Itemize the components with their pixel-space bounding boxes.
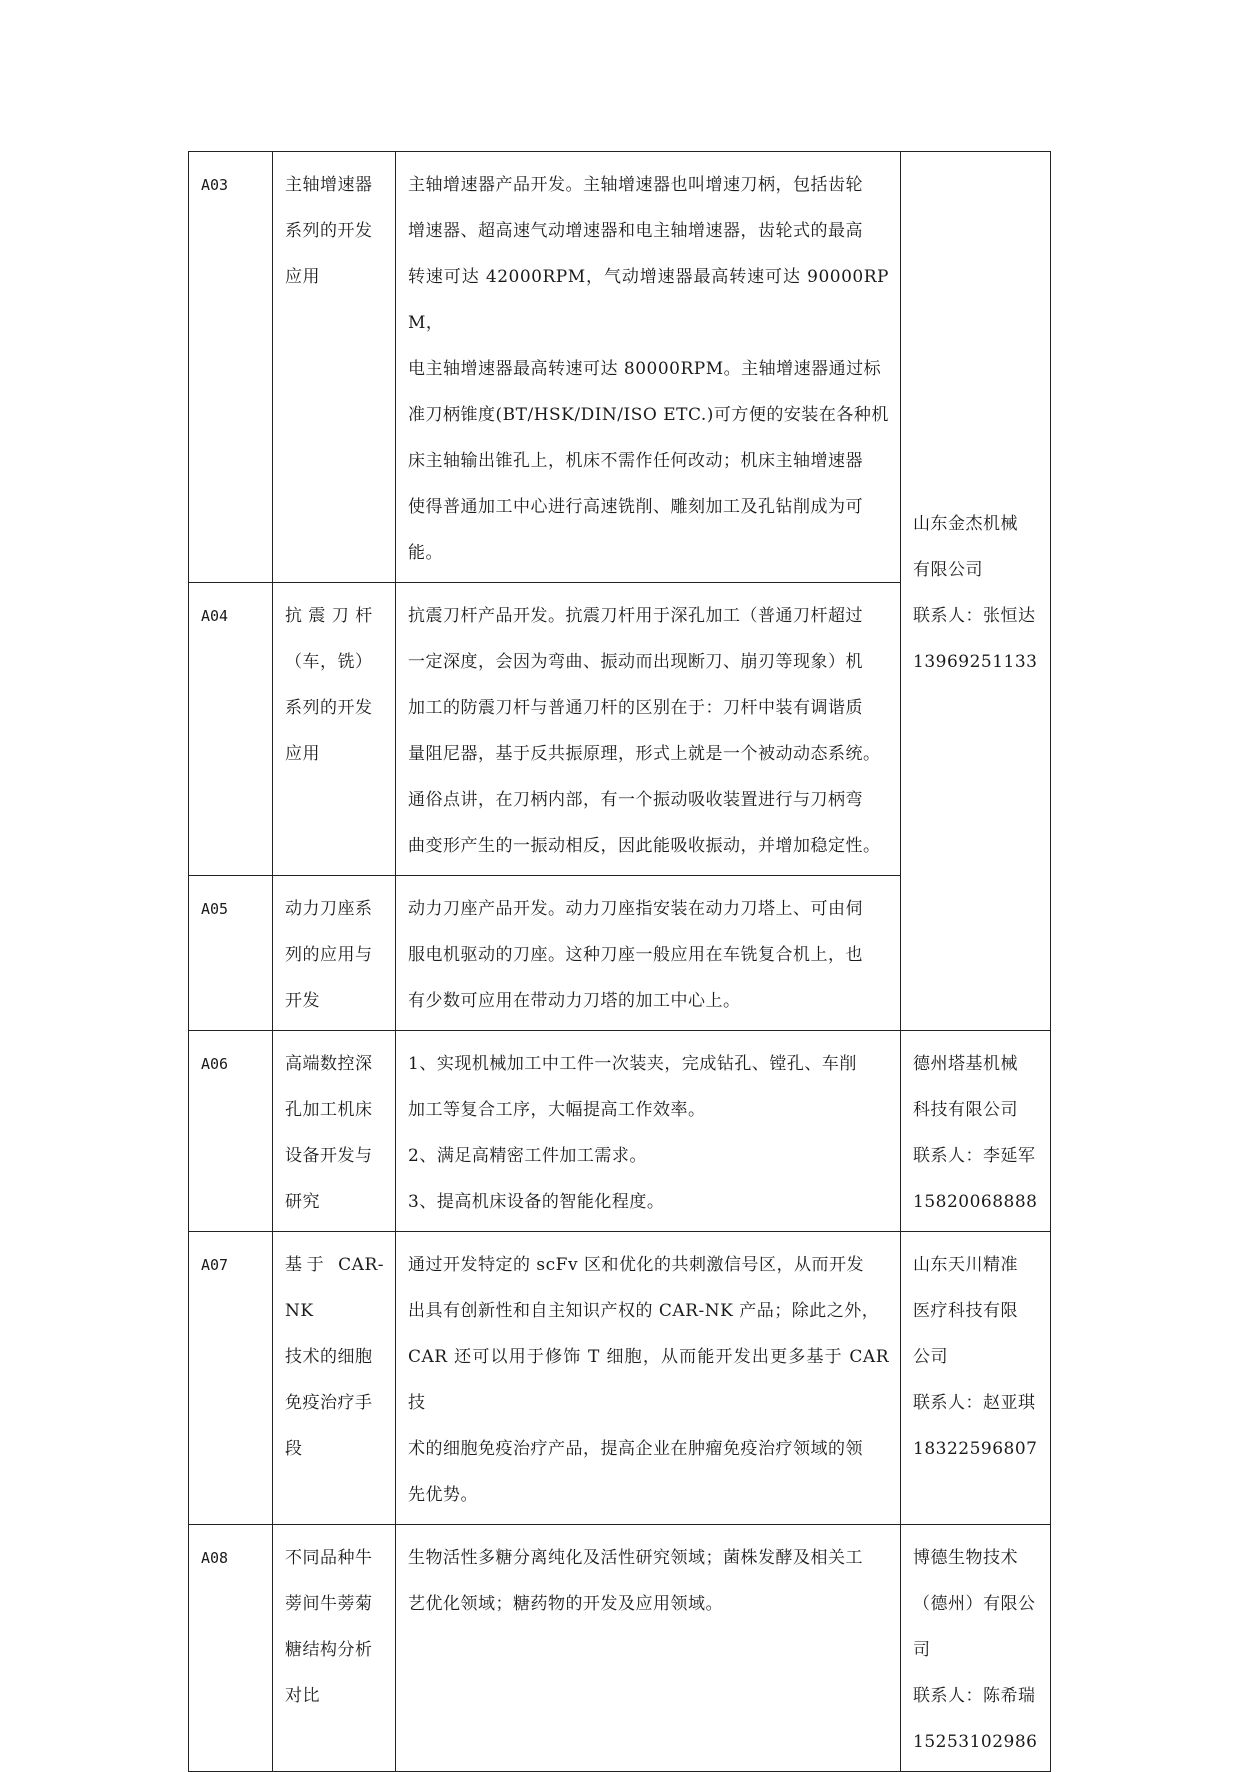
- project-description: 通过开发特定的 scFv 区和优化的共刺激信号区，从而开发 出具有创新性和自主知识产权的 CAR-NK 产品；除此之外， CAR 还可以用于修饰 T 细胞，从而能开发出更多基于 CAR 技 术的细胞免疫治疗产品，提高企业在肿瘤免疫治疗领域的领 先优势。: [396, 1232, 901, 1525]
- project-description: 抗震刀杆产品开发。抗震刀杆用于深孔加工（普通刀杆超过 一定深度，会因为弯曲、振动而出现断刀、崩刃等现象）机 加工的防震刀杆与普通刀杆的区别在于：刀杆中装有调谐质 量阻尼器，基于反共振原理，形式上就是一个被动动态系统。 通俗点讲，在刀柄内部，有一个振动吸收装置进行与刀柄弯 曲变形产生的一振动相反，因此能吸收振动，并增加稳定性。: [396, 583, 901, 876]
- project-code: A05: [189, 876, 273, 1031]
- project-code: A08: [189, 1525, 273, 1772]
- project-code: A03: [189, 152, 273, 583]
- project-description: 生物活性多糖分离纯化及活性研究领域；菌株发酵及相关工 艺优化领域；糖药物的开发及应用领域。: [396, 1525, 901, 1772]
- company-contact: 博德生物技术 （德州）有限公 司 联系人：陈希瑞 15253102986: [901, 1525, 1051, 1772]
- company-contact: 山东金杰机械 有限公司 联系人：张恒达 13969251133: [901, 152, 1051, 1031]
- project-code: A06: [189, 1031, 273, 1232]
- project-table: [188, 151, 1051, 1772]
- project-description: 主轴增速器产品开发。主轴增速器也叫增速刀柄，包括齿轮 增速器、超高速气动增速器和电主轴增速器，齿轮式的最高 转速可达 42000RPM，气动增速器最高转速可达 90000RPM， 电主轴增速器最高转速可达 80000RPM。主轴增速器通过标 准刀柄锥度(BT/HSK/DIN/ISO ETC.)可方便的安装在各种机 床主轴输出锥孔上，机床不需作任何改动；机床主轴增速器 使得普通加工中心进行高速铣削、雕刻加工及孔钻削成为可 能。: [396, 152, 901, 583]
- project-code: A07: [189, 1232, 273, 1525]
- project-description: 1、实现机械加工中工件一次装夹，完成钻孔、镗孔、车削 加工等复合工序，大幅提高工作效率。 2、满足高精密工件加工需求。 3、提高机床设备的智能化程度。: [396, 1031, 901, 1232]
- table-row: [189, 1525, 1051, 1772]
- project-title: 高端数控深 孔加工机床 设备开发与 研究: [273, 1031, 396, 1232]
- company-contact: 德州塔基机械 科技有限公司 联系人：李延军 15820068888: [901, 1031, 1051, 1232]
- table-row: [189, 1232, 1051, 1525]
- project-title: 主轴增速器 系列的开发 应用: [273, 152, 396, 583]
- project-code: A04: [189, 583, 273, 876]
- project-title: 基于 CAR-NK 技术的细胞 免疫治疗手 段: [273, 1232, 396, 1525]
- company-contact: 山东天川精准 医疗科技有限 公司 联系人：赵亚琪 18322596807: [901, 1232, 1051, 1525]
- project-title: 不同品种牛 蒡间牛蒡菊 糖结构分析 对比: [273, 1525, 396, 1772]
- project-title: 动力刀座系 列的应用与 开发: [273, 876, 396, 1031]
- project-title: 抗 震 刀 杆 （车，铣） 系列的开发 应用: [273, 583, 396, 876]
- table-row: [189, 152, 1051, 583]
- table-row: [189, 1031, 1051, 1232]
- project-description: 动力刀座产品开发。动力刀座指安装在动力刀塔上、可由伺 服电机驱动的刀座。这种刀座一般应用在车铣复合机上，也 有少数可应用在带动力刀塔的加工中心上。: [396, 876, 901, 1031]
